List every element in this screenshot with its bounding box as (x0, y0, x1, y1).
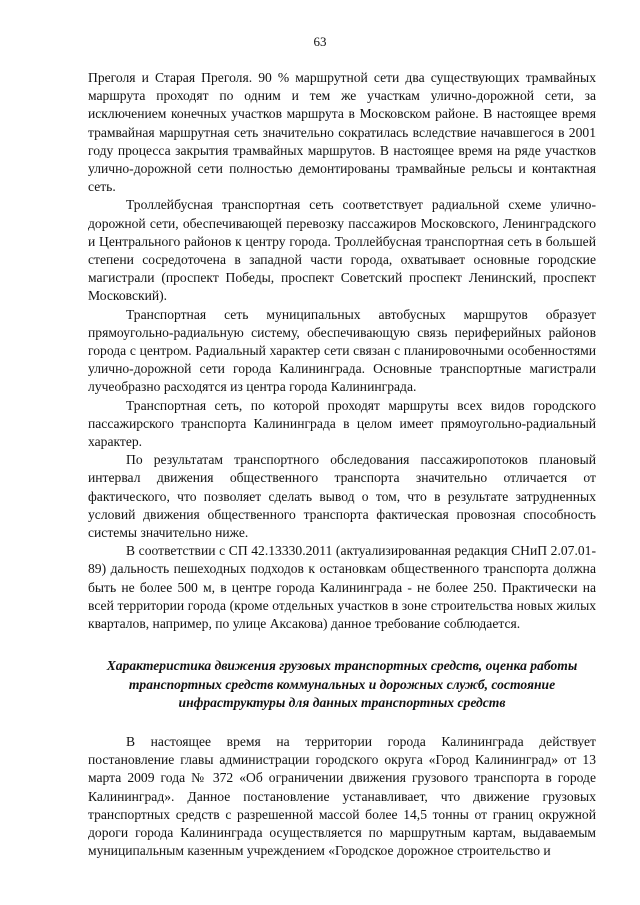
page-body (88, 69, 596, 860)
section-heading: Характеристика движения грузовых транспортных средств, оценка работы транспортных средств коммунальных и дорожных служб, состояние инфраструктуры для данных транспортных средств (106, 658, 578, 710)
paragraph-tram-network: Преголя и Старая Преголя. 90 % маршрутной сети два существующих трамвайных маршрута проходят по одним и тем же участкам улично-дорожной сети, за исключением конечных участков маршрута в Московском районе. В настоящее время трамвайная маршрутная сеть значительно сократилась вследствие начавшегося в 2001 году процесса закрытия трамвайных маршрутов. В настоящее время на ряде участков улично-дорожной сети полностью демонтированы трамвайные рельсы и контактная сеть. (88, 70, 596, 195)
paragraph-walking-distance: В соответствии с СП 42.13330.2011 (актуализированная редакция СНиП 2.07.01-89) дальность пешеходных подходов к остановкам общественного транспорта должна быть не более 500 м, в центре города Калининграда - не более 250. Практически на всей территории города (кроме отдельных участков в зоне строительства новых жилых кварталов, например, по улице Аксакова) данное требование соблюдается. (88, 543, 596, 632)
paragraph-survey-results: По результатам транспортного обследования пассажиропотоков плановый интервал движения общественного транспорта значительно отличается от фактического, что позволяет сделать вывод о том, что в результате затрудненных условий движения общественного транспорта фактическая провозная способность системы значительно ниже. (88, 452, 596, 541)
paragraph-bus-network: Транспортная сеть муниципальных автобусных маршрутов образует прямоугольно-радиальную систему, обеспечивающую связь периферийных районов города с центром. Радиальный характер сети связан с планировочными особенностями улично-дорожной сети города Калининграда. Основные транспортные магистрали лучеобразно расходятся из центра города Калининграда. (88, 306, 596, 395)
page-number: 63 (313, 34, 327, 49)
paragraph-freight-regulation: В настоящее время на территории города Калининграда действует постановление главы администрации городского округа «Город Калининград» от 13 марта 2009 года № 372 «Об ограничении движения грузового транспорта в городе Калининград». Данное постановление устанавливает, что движение грузовых транспортных средств с разрешенной массой более 14,5 тонны от границ окружной дороги города Калининграда осуществляется по маршрутным картам, выдаваемым муниципальным казенным учреждением «Городское дорожное строительство и (88, 733, 596, 859)
paragraph-trolleybus-network: Троллейбусная транспортная сеть соответствует радиальной схеме улично-дорожной сети, обеспечивающей перевозку пассажиров Московского, Ленинградского и Центрального районов к центру города. Троллейбусная транспортная сеть в большей степени сосредоточена в западной части города, охватывает основные городские магистрали (проспект Победы, проспект Советский проспект Ленинский, проспект Московский). (88, 197, 596, 304)
paragraph-network-character: Транспортная сеть, по которой проходят маршруты всех видов городского пассажирского транспорта Калининграда в целом имеет прямоугольно-радиальный характер. (88, 397, 596, 450)
